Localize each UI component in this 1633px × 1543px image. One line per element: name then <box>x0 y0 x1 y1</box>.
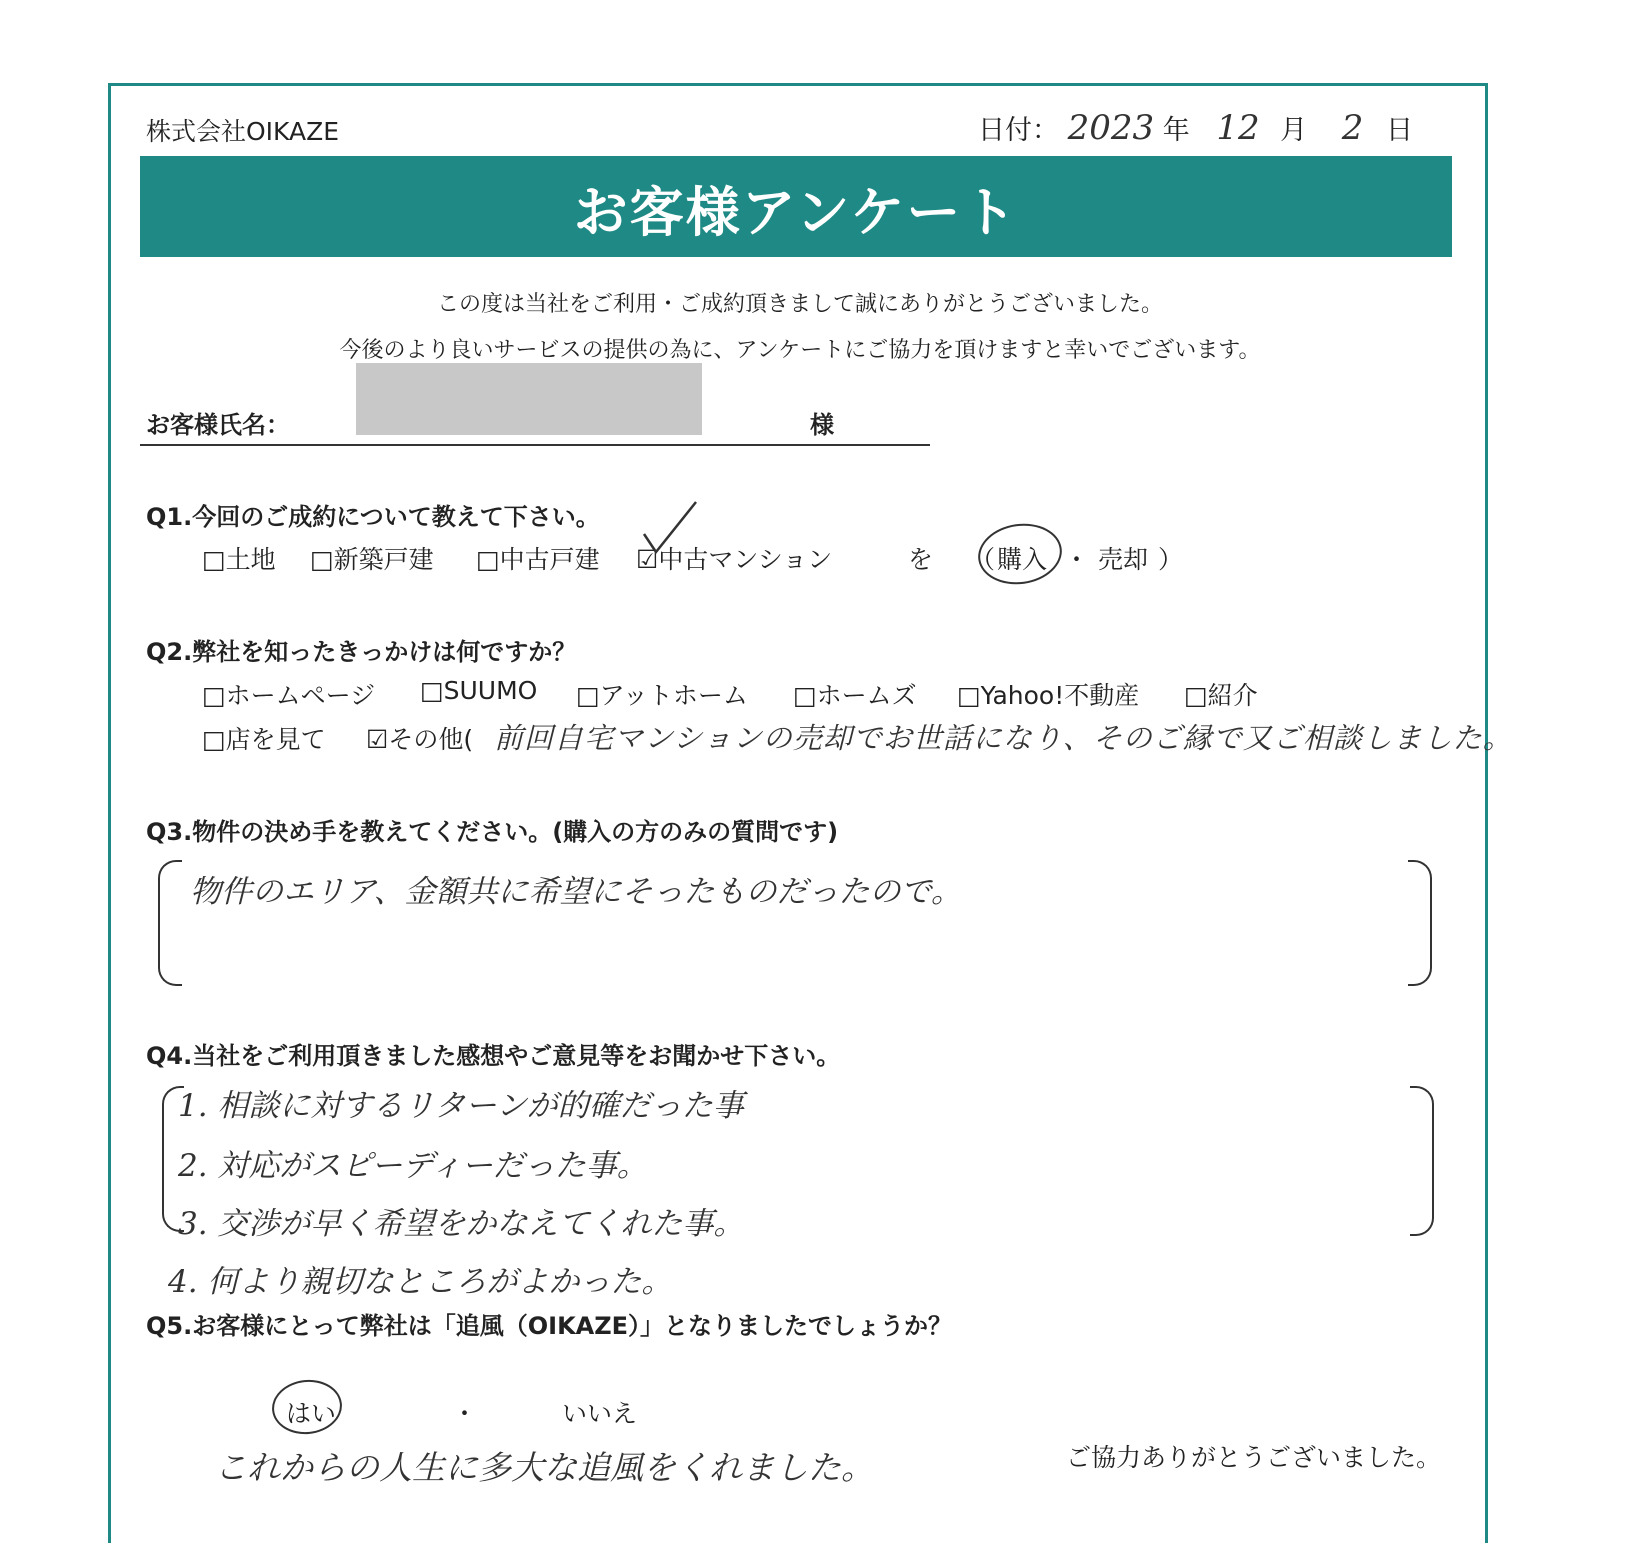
q4-answer-item: 3. 交渉が早く希望をかなえてくれた事。 <box>178 1206 745 1242</box>
q2-option: □アットホーム <box>576 681 748 710</box>
q1-dot: ・ <box>1064 545 1090 574</box>
date-month: 12 <box>1216 108 1260 148</box>
redacted-name <box>356 363 702 435</box>
q1-paren-close: ） <box>1158 545 1184 574</box>
q2-option: □ホームページ <box>202 681 376 710</box>
q3-answer: 物件のエリア、金額共に希望にそったものだったので。 <box>190 874 962 910</box>
q2-option: □ホームズ <box>793 681 917 710</box>
q1-wo: を <box>908 545 934 574</box>
date-day-unit: 日 <box>1386 115 1413 146</box>
q1-paren-open: （ <box>970 545 996 574</box>
intro-line-2: 今後のより良いサービスの提供の為に、アンケートにご協力を頂けますと幸いでございます。 <box>339 338 1261 363</box>
thanks-message: ご協力ありがとうございました。 <box>1066 1443 1442 1472</box>
q2-option: □紹介 <box>1184 681 1258 710</box>
q1-option: □中古戸建 <box>476 545 600 574</box>
q2-option: □SUUMO <box>420 676 538 705</box>
q4-answer-item: 4. 何より親切なところがよかった。 <box>168 1264 673 1300</box>
q2-question: Q2.弊社を知ったきっかけは何ですか？ <box>146 638 577 666</box>
q5-dot: ・ <box>452 1399 478 1428</box>
q5-question: Q5.お客様にとって弊社は「追風（OIKAZE）」となりましたでしょうか？ <box>146 1312 953 1340</box>
q4-answer-item: 2. 対応がスピーディーだった事。 <box>178 1148 648 1184</box>
answer-bracket-right <box>1408 860 1432 986</box>
q1-option: □土地 <box>202 545 276 574</box>
q4-question: Q4.当社をご利用頂きました感想やご意見等をお聞かせ下さい。 <box>146 1042 841 1070</box>
answer-bracket-left <box>158 860 182 986</box>
q5-yes: はい <box>286 1399 337 1428</box>
date-field <box>978 108 1413 148</box>
intro-line-1: この度は当社をご利用・ご成約頂きまして誠にありがとうございました。 <box>436 292 1163 317</box>
q1-option: □新築戸建 <box>310 545 434 574</box>
q5-no: いいえ <box>562 1399 638 1428</box>
q1-option: ☑中古マンション <box>636 545 833 574</box>
name-underline <box>140 444 930 446</box>
q2-other-answer: 前回自宅マンションの売却でお世話になり、そのご縁で又ご相談しました。 <box>494 721 1513 755</box>
date-year: 2023 <box>1067 108 1155 148</box>
checkmark-icon <box>640 498 700 558</box>
date-day: 2 <box>1341 108 1364 148</box>
customer-suffix: 様 <box>810 411 834 439</box>
q4-answer-item: 1. 相談に対するリターンが的確だった事 <box>178 1088 744 1124</box>
q1-sell: 売却 <box>1098 545 1149 574</box>
q3-question: Q3.物件の決め手を教えてください。(購入の方のみの質問です) <box>146 818 839 846</box>
q2-option: ☑その他( <box>366 725 474 754</box>
q1-buy: 購入 <box>997 545 1048 574</box>
date-month-unit: 月 <box>1280 115 1308 146</box>
q1-question: Q1.今回のご成約について教えて下さい。 <box>146 503 600 531</box>
customer-name-label: お客様氏名： <box>146 411 290 439</box>
date-label: 日付： <box>978 115 1059 146</box>
company-name: 株式会社OIKAZE <box>146 117 340 146</box>
q2-option: □店を見て <box>202 725 326 754</box>
answer-bracket-right <box>1410 1086 1434 1236</box>
q5-answer: これからの人生に多大な追風をくれました。 <box>214 1448 874 1487</box>
page-title: お客様アンケート <box>573 181 1019 244</box>
title-banner <box>140 156 1452 257</box>
date-year-unit: 年 <box>1162 115 1190 146</box>
q2-option: □Yahoo!不動産 <box>957 681 1140 710</box>
